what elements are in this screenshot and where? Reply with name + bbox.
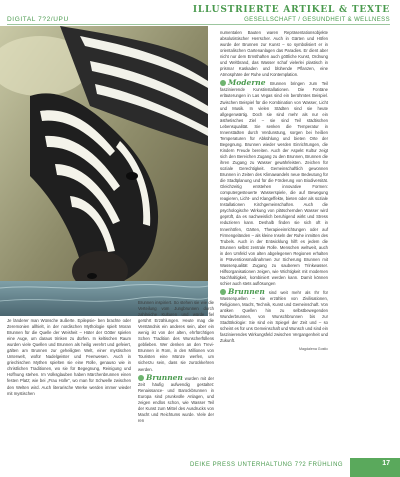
header-block xyxy=(193,5,390,23)
column-1-paragraph: Je länderer man Wünsche äußerte. Epilepsie- ben brachte oder Zeremonien allhielt, in der nordischen Mythologie spielt Moran Brunnen für die Quelle der Weisheit – Hüter der Götter spielen eine Auge, um daraus trinken zu dürfen. In keltischen Raum wurden viele Quellen und Brunnen als heilig verehrt und gefeiert, gälten am Brunnen zur geheiligten Welt, einer mystischen Unterwelt, wofür Nadelgeister und Feenwesen. Auch in griechischen Mythen spielten sie eine Rolle, genauso wie in christlichen Traditionen, wo sie für Begegnung, Reinigung und Hoffnung stehen. Im Volksglauben haben Märchenbrunnen einen festen Platz; wie bei „Frau Holle“, wo man für Schwelle zwischen den Welten wird. Auch literarische Werke werden immer wieder mit mystischen xyxy=(7,318,131,396)
column-2-paragraph-2-text: wurden mit der Zeit häufig aufwendig gestaltet: Renaissance- und Barockbrunnen in Europa sind prunkvolle Anlagen, und zeigen endlos schon, wie Wasser Teil der Kunst zum Mittel des Ausdrucks von Macht und Reichtums wurde. Viele der ren xyxy=(138,375,214,423)
green-dot-icon xyxy=(138,375,144,381)
header-digital: DIGITAL 7?2/UPU xyxy=(7,16,69,23)
zebra-photo xyxy=(0,26,208,316)
column-3-paragraph-3-text: sind weit mehr als Ihr für Wasserquellen – sie erzählen von Zivilisationen, Religionen, Macht, Technik, Kunst und Gemeinschaft. Von antiken Quellen hin zu selbstbewegenden Wunderbrunnen, von Wunschbrunnen bis zur Stadtökologie: Sie sind ein Spiegel der Zeit und – so scheint es für uns Gemeinschaft und Wunsch und sind ein faszinierendes Wirkungsfeld zwischen Vergangenheit und Zukunft. xyxy=(220,289,328,344)
header-divider xyxy=(7,24,390,25)
page-number: 17 xyxy=(382,460,390,467)
column-3-paragraph-1: numentalen Bauten waren Repräsentationsobjekte absolutistischer Herrscher. Auch in Gärten und Höfen wurde der Brunnen zur Kunst – so symbolisiert er in orientalischen Gartenanlagen das Paradies. Er dient aber nicht nur dem Ernsthaften auch göttliche Kunst, Ordnung und Weltbrand, das Wasser schaf vielerlei plastisch in prisma! Kaskaden und blühende Pflanzen, eine Atmosphäre der Ruhe und Kontemplation. xyxy=(220,30,328,78)
column-2-paragraph-2 xyxy=(138,372,214,424)
section-title: ILLUSTRIERTE ARTIKEL & TEXTE xyxy=(192,5,390,15)
page-number-box xyxy=(350,458,400,477)
column-3-paragraph-2 xyxy=(220,80,328,287)
column-3-paragraph-2-text: Brunnen bringen zum Teil faszinierende Kunstinstallationen. Die Fontäne erläuterungen in Las Vegas sind ein berühmtes Beispiel. Zwischen Beispiel für die Kombination von Wasser, Licht und Musik. In vielen Städten sind sie heute allgegenwärtig. Doch sie sind mehr als nur ein ästhetisches Ziel – sie sind Teil städtischen Lebensqualität. Sie senken die Temperatur in Innenstädten durch Verdunstung, sorgen bei heißen Temperaturen für Abkühlung und bieten Orte der Begegnung. Brunnen wieder werden Einrichtungen, die Kindern Freude bereiten. Auch der Aspekt Kultur zeigt sich den Bereichen Zugang zu den Brunnen, Brunnen die ihren Zugang zu Wasser gewährleisten. Zeichen für soziale Gerechtigkeit. Gemeinschaftlich gewonnen Brunnen in Zeiten des Klimawandels neue Bedeutung für die Stadtplanung und für die Förderung von Biodiversität. Gleichzeitig entstehen innovative Formen: computergesteuerte Wasserspiele, die auf Bewegung reagieren, Licht- und Klangeffekte, bieten oder als soziale Installationen Kirchgemeinschaften. Auch die psychologische Wirkung von plätschernden Wasser wird geprüft, da es nachweislich beruhigend wirkt und Stress reduzieren kann. Deshalb finden sie sich oft in Innenhöfen, Gärten, Therapieeinrichtungen oder auf Firmengeländen – als kleine Inseln der Ruhe inmitten des Trubels. Auch in der Entwicklung hilft es jedem die Brunnen selbst zentrale Rolle. Menschen weltweit, auch in den Umfeld von alten abgelegenen Regionen erhalten in Präventionsmaßnahmen zur Sicherung Brunnen mit Wasserqualität Zugang zu sauberem Trinkwasser. Hilfsorganisationen zeigen, wie Wichtigkeit mit modernen Nachhaltigkeit, kombiniert werden kann. Damit können schier auch stets auflösungen xyxy=(220,81,328,286)
article-column-1 xyxy=(7,318,131,399)
section-subtitle: GESELLSCHAFT / GESUNDHEIT & WELLNESS xyxy=(244,17,390,23)
author-credit: Magdalena Gostic xyxy=(299,347,328,352)
column-2-paragraph-1: Brunnen inspiriert. So stehen sie wie die Verteilung vom Jungbrunnen durch zahlreiche Kulturen und würde fiel gerührt Erzählungen. Heute mag die Verständnis ein anderes sein, aber ein wenig ist von der alten, ehrfürchtigen Schen Tradition des Wunscherfüllens geblieben. Wer denken an den Trevi-Brunnen in Rom, in den Millionen von Touristen eine Münze werfen, um sicherzu sein, dass sie zurückkehren werden. xyxy=(138,300,214,372)
green-dot-icon xyxy=(220,289,226,295)
column-3-paragraph-3 xyxy=(220,286,328,344)
lead-word-brunnen: Brunnen xyxy=(146,372,183,382)
lead-word-brunnen-2: Brunnen xyxy=(228,286,265,296)
footer-text: DEIKE PRESS UNTERHALTUNG 7?2 FRÜHLING xyxy=(190,462,344,468)
article-column-3 xyxy=(220,30,328,352)
article-column-2 xyxy=(138,300,214,426)
green-dot-icon xyxy=(220,80,226,86)
lead-word-moderne: Moderne xyxy=(228,78,266,88)
